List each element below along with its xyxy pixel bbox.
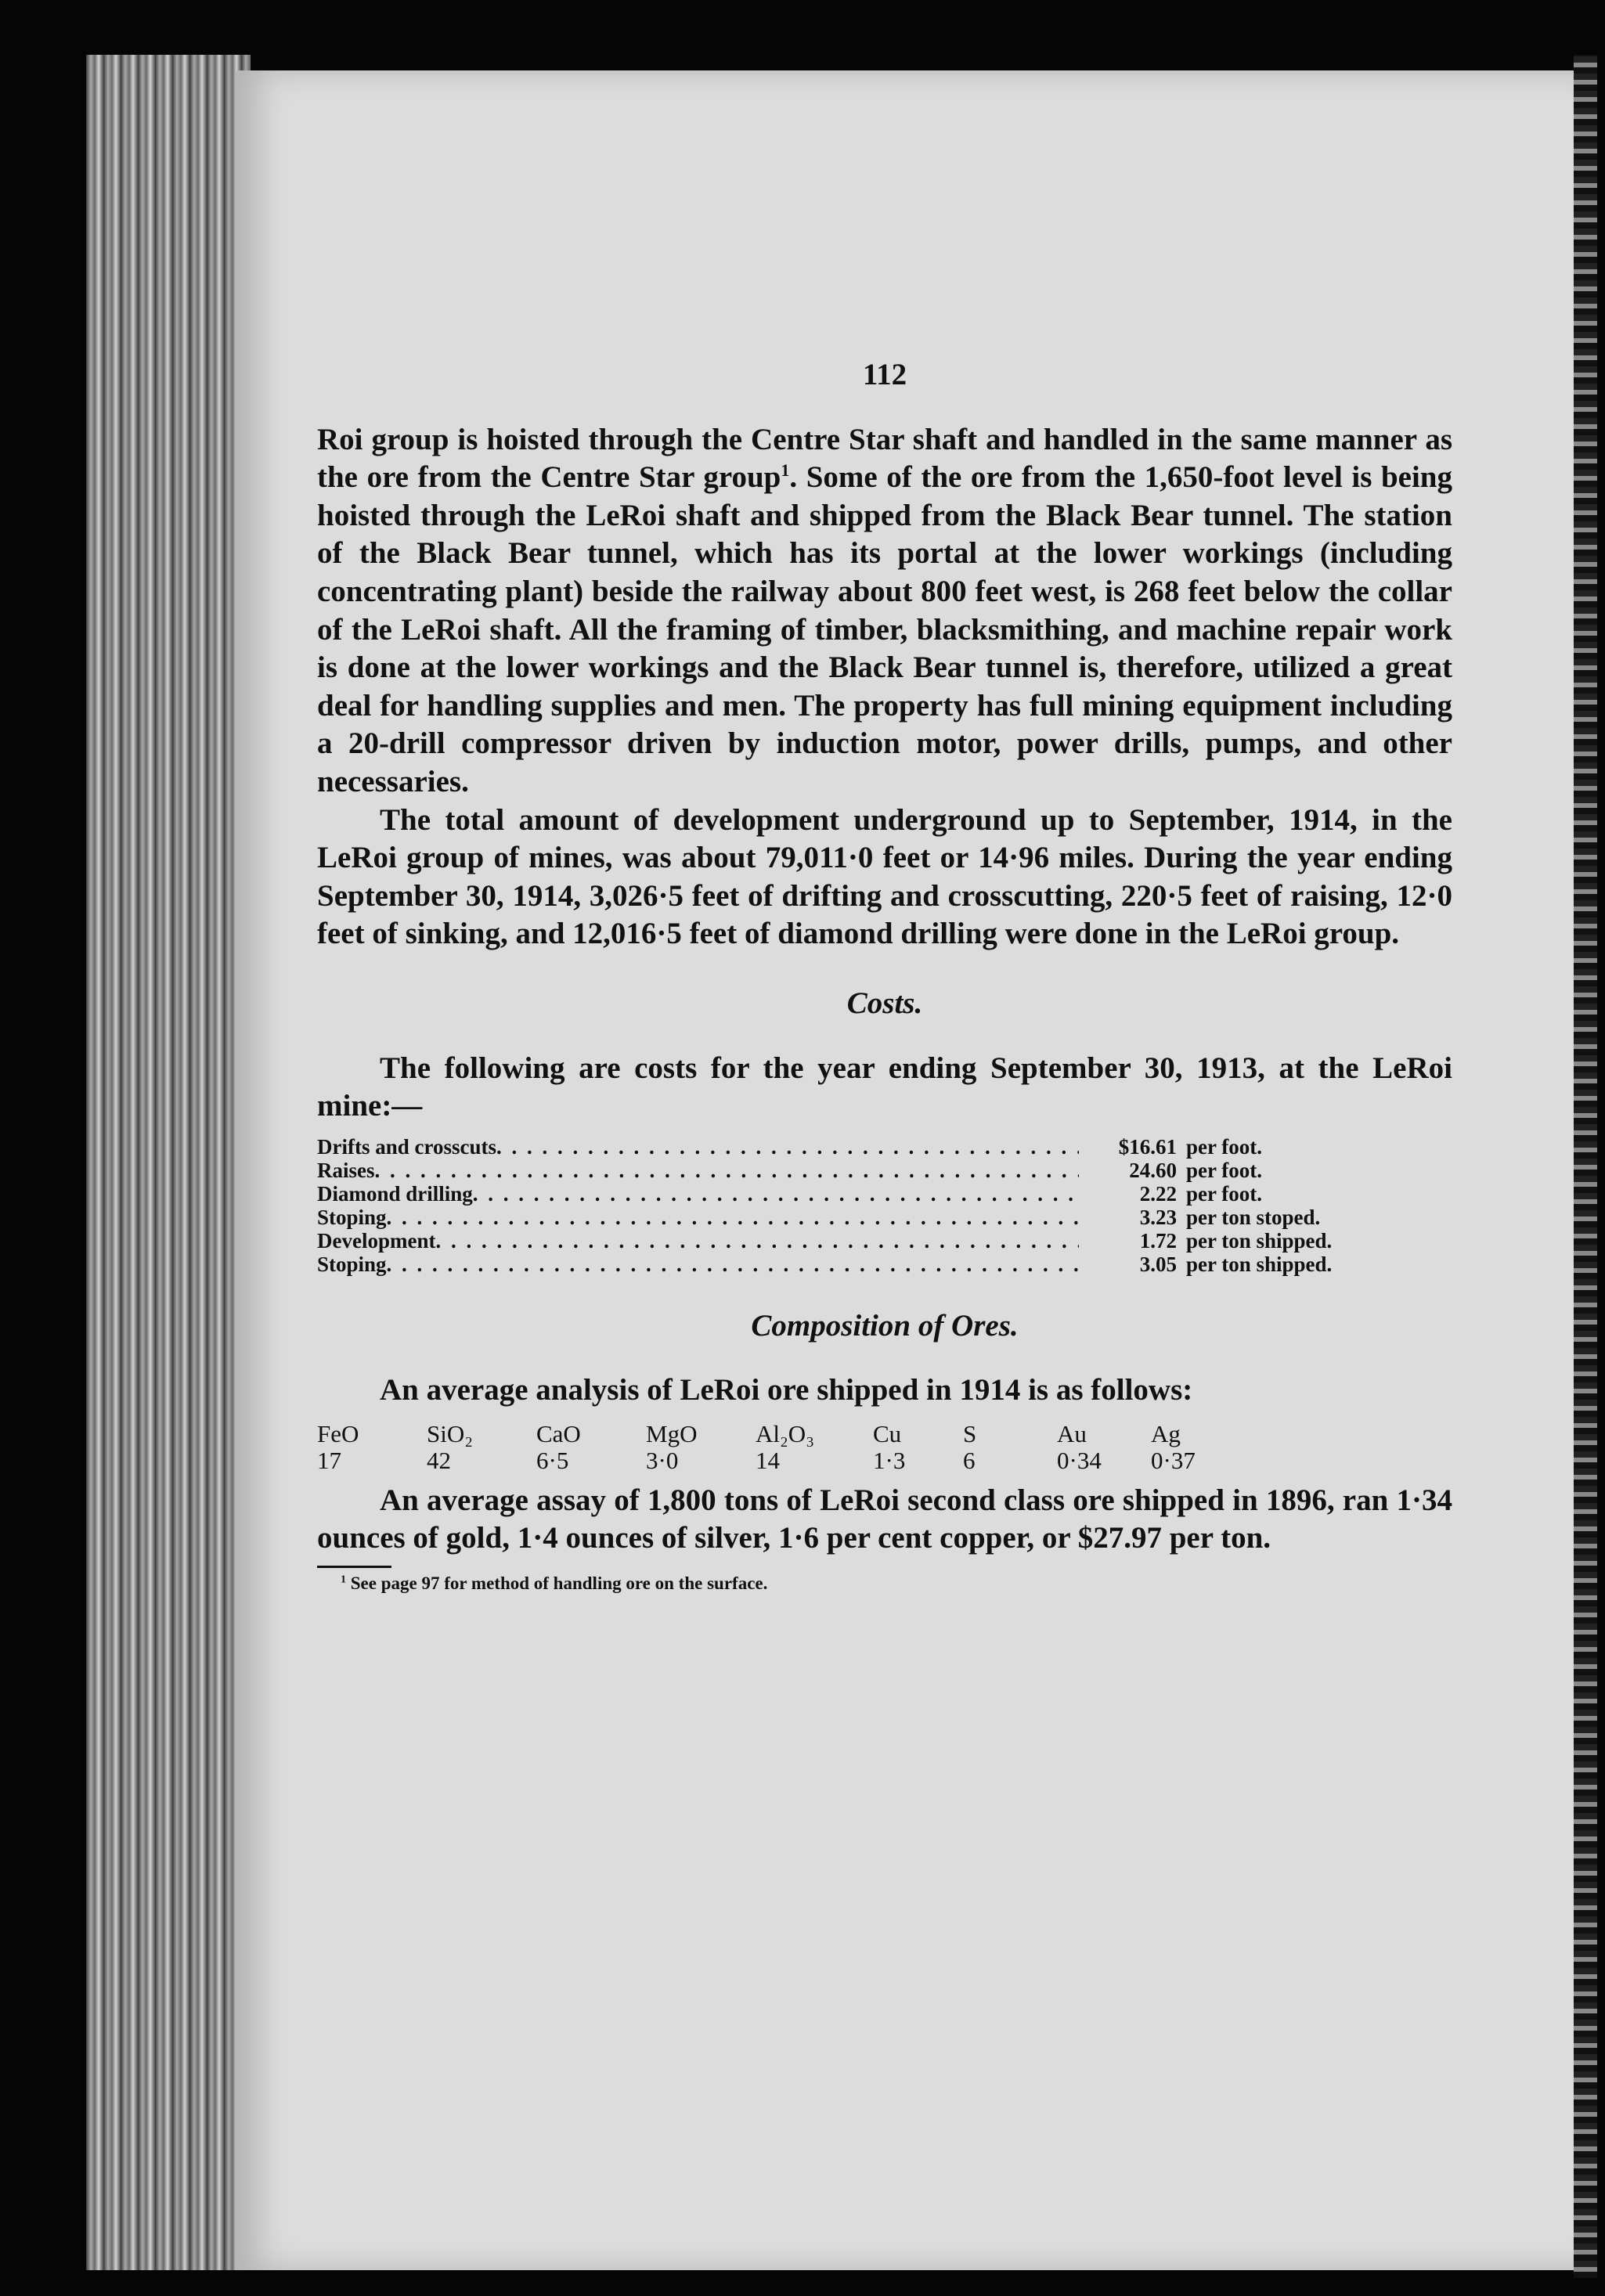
paragraph-development: The total amount of development underground up to September, 1914, in the LeRoi group of mines, was about 79,011·0 feet or 14·96 miles. During the year ending September 30, 1914, 3,026·5 feet of drifting and crosscutting, 220·5 feet of raising, 12·0 feet of sinking, and 12,016·5 feet of diamond drilling were done in the LeRoi group. <box>317 802 1452 951</box>
analysis-value: 6 <box>963 1446 976 1474</box>
footnote-rule <box>317 1566 391 1568</box>
composition-heading: Composition of Ores. <box>751 1308 1019 1343</box>
analysis-header: Cu <box>873 1419 902 1447</box>
analysis-header: Al₂O₃ <box>756 1419 815 1447</box>
cost-row <box>317 1253 1452 1276</box>
cost-row <box>317 1182 1452 1206</box>
cost-label: Development <box>317 1228 436 1253</box>
cost-value: $16.61 <box>1118 1134 1177 1159</box>
dot-leader <box>375 1159 1080 1182</box>
cost-unit: per ton shipped. <box>1186 1228 1333 1253</box>
dot-leader <box>387 1206 1079 1229</box>
costs-intro: The following are costs for the year ending September 30, 1913, at the LeRoi mine:— <box>317 1051 1452 1123</box>
cost-unit: per foot. <box>1186 1158 1262 1182</box>
cost-row <box>317 1229 1452 1253</box>
cost-value: 3.23 <box>1139 1205 1177 1229</box>
analysis-value: 1·3 <box>873 1446 906 1474</box>
cost-unit: per foot. <box>1186 1181 1262 1206</box>
analysis-header: Ag <box>1151 1419 1181 1447</box>
footnote-text: See page 97 for method of handling ore on the surface. <box>350 1573 768 1594</box>
cost-value: 2.22 <box>1139 1181 1177 1206</box>
cost-label: Diamond drilling <box>317 1181 473 1206</box>
dot-leader <box>435 1229 1079 1253</box>
footnote-marker: 1 <box>341 1573 346 1586</box>
analysis-header: Au <box>1057 1419 1087 1447</box>
analysis-value: 6·5 <box>536 1446 569 1474</box>
analysis-value: 17 <box>317 1446 341 1474</box>
analysis-table <box>317 1421 1452 1474</box>
cost-label: Raises <box>317 1158 375 1182</box>
analysis-value: 14 <box>756 1446 780 1474</box>
cost-label: Stoping <box>317 1252 387 1276</box>
analysis-header: S <box>963 1419 977 1447</box>
paragraph-hoisting-text: Roi group is hoisted through the Centre Star shaft and handled in the same manner as the ore from the Centre Star group <box>317 422 1452 495</box>
footnote <box>317 1573 1452 1595</box>
costs-heading: Costs. <box>846 986 923 1020</box>
cost-label: Stoping <box>317 1205 387 1229</box>
dot-leader <box>496 1135 1079 1159</box>
page-number: 112 <box>862 358 907 391</box>
assay-paragraph: An average assay of 1,800 tons of LeRoi second class ore shipped in 1896, ran 1·34 ounces of gold, 1·4 ounces of silver, 1·6 per cent copper, or $27.97 per ton. <box>317 1483 1452 1555</box>
cost-label: Drifts and crosscuts <box>317 1134 496 1159</box>
cost-row <box>317 1206 1452 1229</box>
analysis-header: CaO <box>536 1419 581 1447</box>
book-right-edge <box>1574 55 1597 2278</box>
analysis-header: SiO₂ <box>427 1419 474 1447</box>
analysis-header-row <box>317 1421 1452 1447</box>
footnote-reference: 1 <box>781 460 790 481</box>
analysis-value: 42 <box>427 1446 451 1474</box>
cost-row <box>317 1159 1452 1182</box>
analysis-value: 0·34 <box>1057 1446 1102 1474</box>
cost-unit: per ton stoped. <box>1186 1205 1321 1229</box>
paragraph-hoisting-continued: . Some of the ore from the 1,650-foot level is being hoisted through the LeRoi shaft and shipped from the Black Bear tunnel. The station of the Black Bear tunnel, which has its portal at the lower workings (including concentrating plant) beside the railway about 800 feet west, is 268 feet below the collar of the LeRoi shaft. All the framing of timber, blacksmithing, and machine repair work is done at the lower workings and the Black Bear tunnel is, therefore, utilized a great deal for handling supplies and men. The property has full mining equipment including a 20-drill compressor driven by induction motor, power drills, pumps, and other necessaries. <box>317 460 1452 798</box>
dot-leader <box>387 1253 1079 1276</box>
analysis-header: MgO <box>646 1419 698 1447</box>
cost-value: 1.72 <box>1139 1228 1177 1253</box>
analysis-header: FeO <box>317 1419 359 1447</box>
cost-unit: per ton shipped. <box>1186 1252 1333 1276</box>
cost-unit: per foot. <box>1186 1134 1262 1159</box>
dot-leader <box>473 1182 1079 1206</box>
analysis-value: 0·37 <box>1151 1446 1196 1474</box>
paragraph-hoisting <box>317 421 1452 802</box>
analysis-intro: An average analysis of LeRoi ore shipped in 1914 is as follows: <box>380 1373 1193 1408</box>
cost-value: 3.05 <box>1139 1252 1177 1276</box>
costs-table <box>317 1135 1452 1276</box>
cost-row <box>317 1135 1452 1159</box>
cost-value: 24.60 <box>1129 1158 1177 1182</box>
page-content <box>317 356 1452 1595</box>
analysis-value-row <box>317 1447 1452 1474</box>
analysis-value: 3·0 <box>646 1446 679 1474</box>
book-page-edges <box>86 55 251 2270</box>
